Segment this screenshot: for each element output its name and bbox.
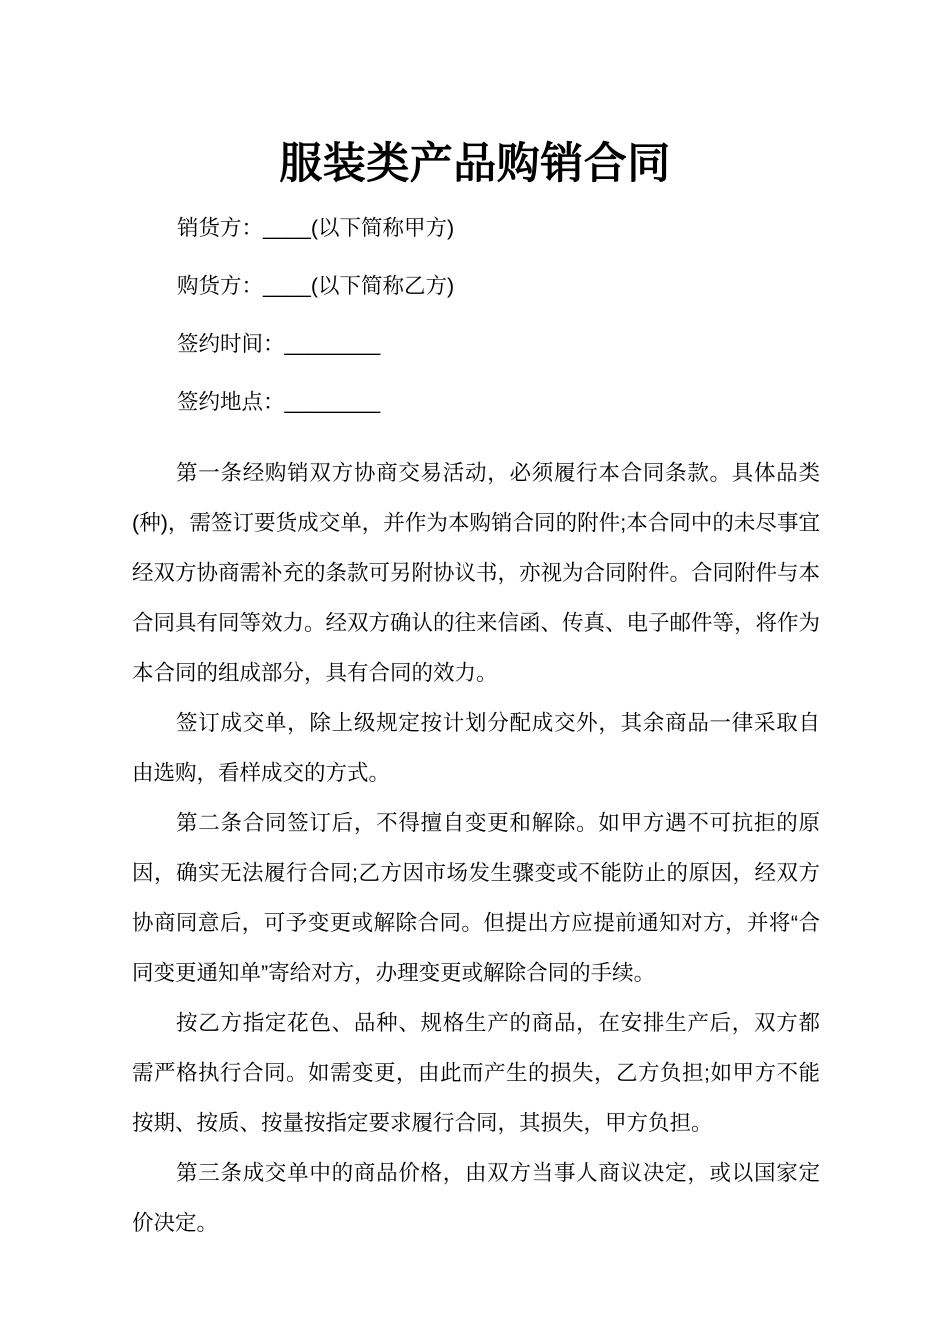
contract-header-fields — [132, 218, 822, 450]
signing-place-field-line: 签约地点：________ — [177, 390, 381, 414]
clause-paragraph: 签订成交单，除上级规定按计划分配成交外，其余商品一律采取自由选购，看样成交的方式。 — [132, 711, 820, 785]
clause-paragraph: 按乙方指定花色、品种、规格生产的商品，在安排生产后，双方都需严格执行合同。如需变更，由此而产生的损失，乙方负担;如甲方不能按期、按质、按量按指定要求履行合同，其损失，甲方负担。 — [132, 1011, 820, 1135]
clause-paragraph: 第三条成交单中的商品价格，由双方当事人商议决定，或以国家定价决定。 — [132, 1161, 820, 1235]
clause-paragraph: 第二条合同签订后，不得擅自变更和解除。如甲方遇不可抗拒的原因，确实无法履行合同;乙方因市场发生骤变或不能防止的原因，经双方协商同意后，可予变更或解除合同。但提出方应提前通知对方，并将“合同变更通知单”寄给对方，办理变更或解除合同的手续。 — [132, 811, 820, 985]
contract-body — [132, 448, 820, 1248]
seller-field-line: 销货方：____(以下简称甲方) — [177, 216, 455, 240]
buyer-field-line: 购货方：____(以下简称乙方) — [177, 274, 455, 298]
page-title: 服装类产品购销合同 — [279, 140, 671, 188]
signing-date-field-line: 签约时间：________ — [177, 332, 381, 356]
clause-paragraph: 第一条经购销双方协商交易活动，必须履行本合同条款。具体品类(种)，需签订要货成交单，并作为本购销合同的附件;本合同中的未尽事宜经双方协商需补充的条款可另附协议书，亦视为合同附件。合同附件与本合同具有同等效力。经双方确认的往来信函、传真、电子邮件等，将作为本合同的组成部分，具有合同的效力。 — [132, 461, 821, 685]
